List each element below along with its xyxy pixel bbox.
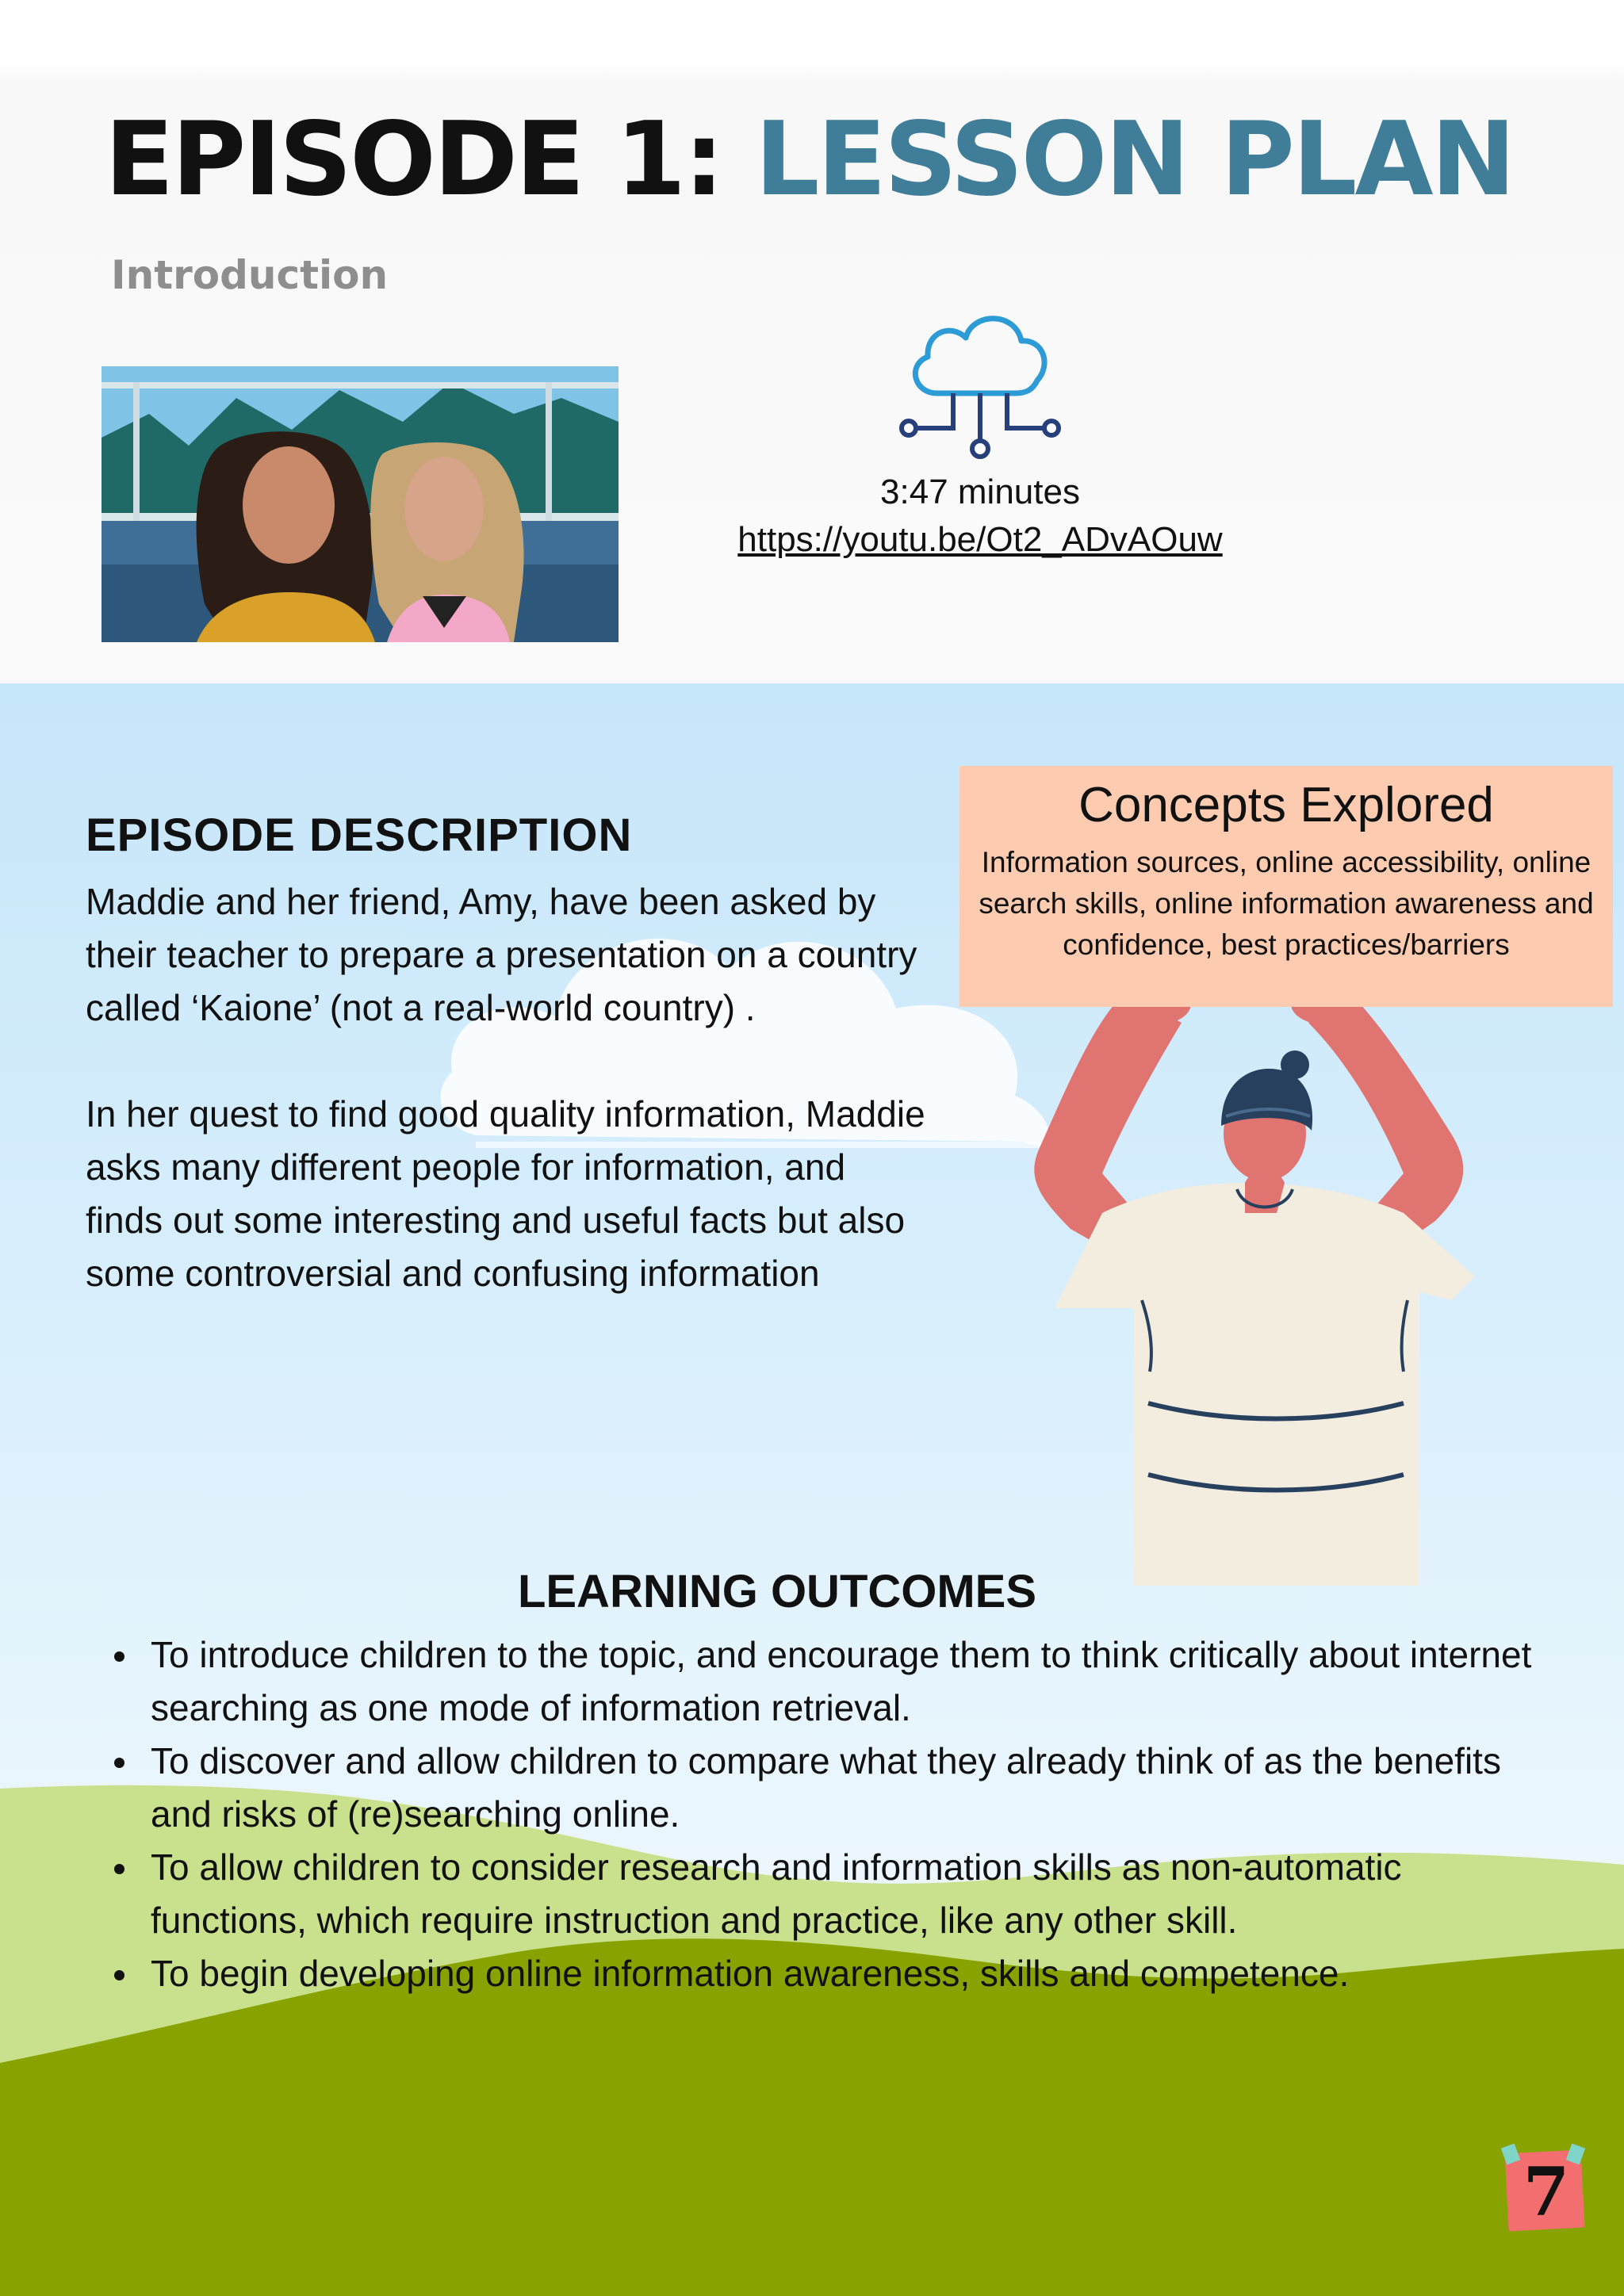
list-item: To discover and allow children to compare what they already think of as the benefits and risks of (re)searching online. [111, 1735, 1554, 1841]
concepts-explored-box [959, 766, 1613, 1007]
video-duration: 3:47 minutes [880, 473, 1080, 511]
learning-outcomes-list [111, 1628, 1554, 2000]
video-link[interactable]: https://youtu.be/Ot2_ADvAOuw [737, 520, 1223, 559]
learning-outcomes-heading: LEARNING OUTCOMES [517, 1566, 1037, 1617]
page-number: 7 [1522, 2152, 1570, 2231]
description-paragraph: In her quest to find good quality information, Maddie asks many different people for information, and finds out some interesting and useful facts but also some controversial and confusing information [86, 1093, 925, 1294]
cloud-network-icon [896, 300, 1064, 466]
description-paragraph: Maddie and her friend, Amy, have been asked by their teacher to prepare a presentation on a country called ‘Kaione’ (not a real-world country) . [86, 881, 917, 1028]
page-number-note [1500, 2144, 1588, 2233]
concepts-text: Information sources, online accessibility, online search skills, online information awareness and confidence, best practices/barriers [979, 846, 1594, 961]
concepts-title: Concepts Explored [1078, 778, 1494, 832]
list-item: To introduce children to the topic, and encourage them to think critically about internet searching as one mode of information retrieval. [111, 1628, 1554, 1735]
list-item: To begin developing online information awareness, skills and competence. [111, 1947, 1554, 2000]
page-title [105, 101, 1514, 219]
page-subtitle: Introduction [111, 252, 389, 298]
list-item: To allow children to consider research and information skills as non-automatic functions, which require instruction and practice, like any other skill. [111, 1841, 1554, 1947]
episode-description-heading: EPISODE DESCRIPTION [86, 809, 633, 861]
episode-description [86, 875, 926, 1300]
video-thumbnail[interactable] [102, 366, 619, 642]
title-episode: EPISODE 1: [105, 101, 755, 219]
person-illustration [1007, 975, 1554, 1586]
thumbnail-illustration [102, 366, 619, 642]
title-lesson-plan: LESSON PLAN [754, 101, 1514, 219]
